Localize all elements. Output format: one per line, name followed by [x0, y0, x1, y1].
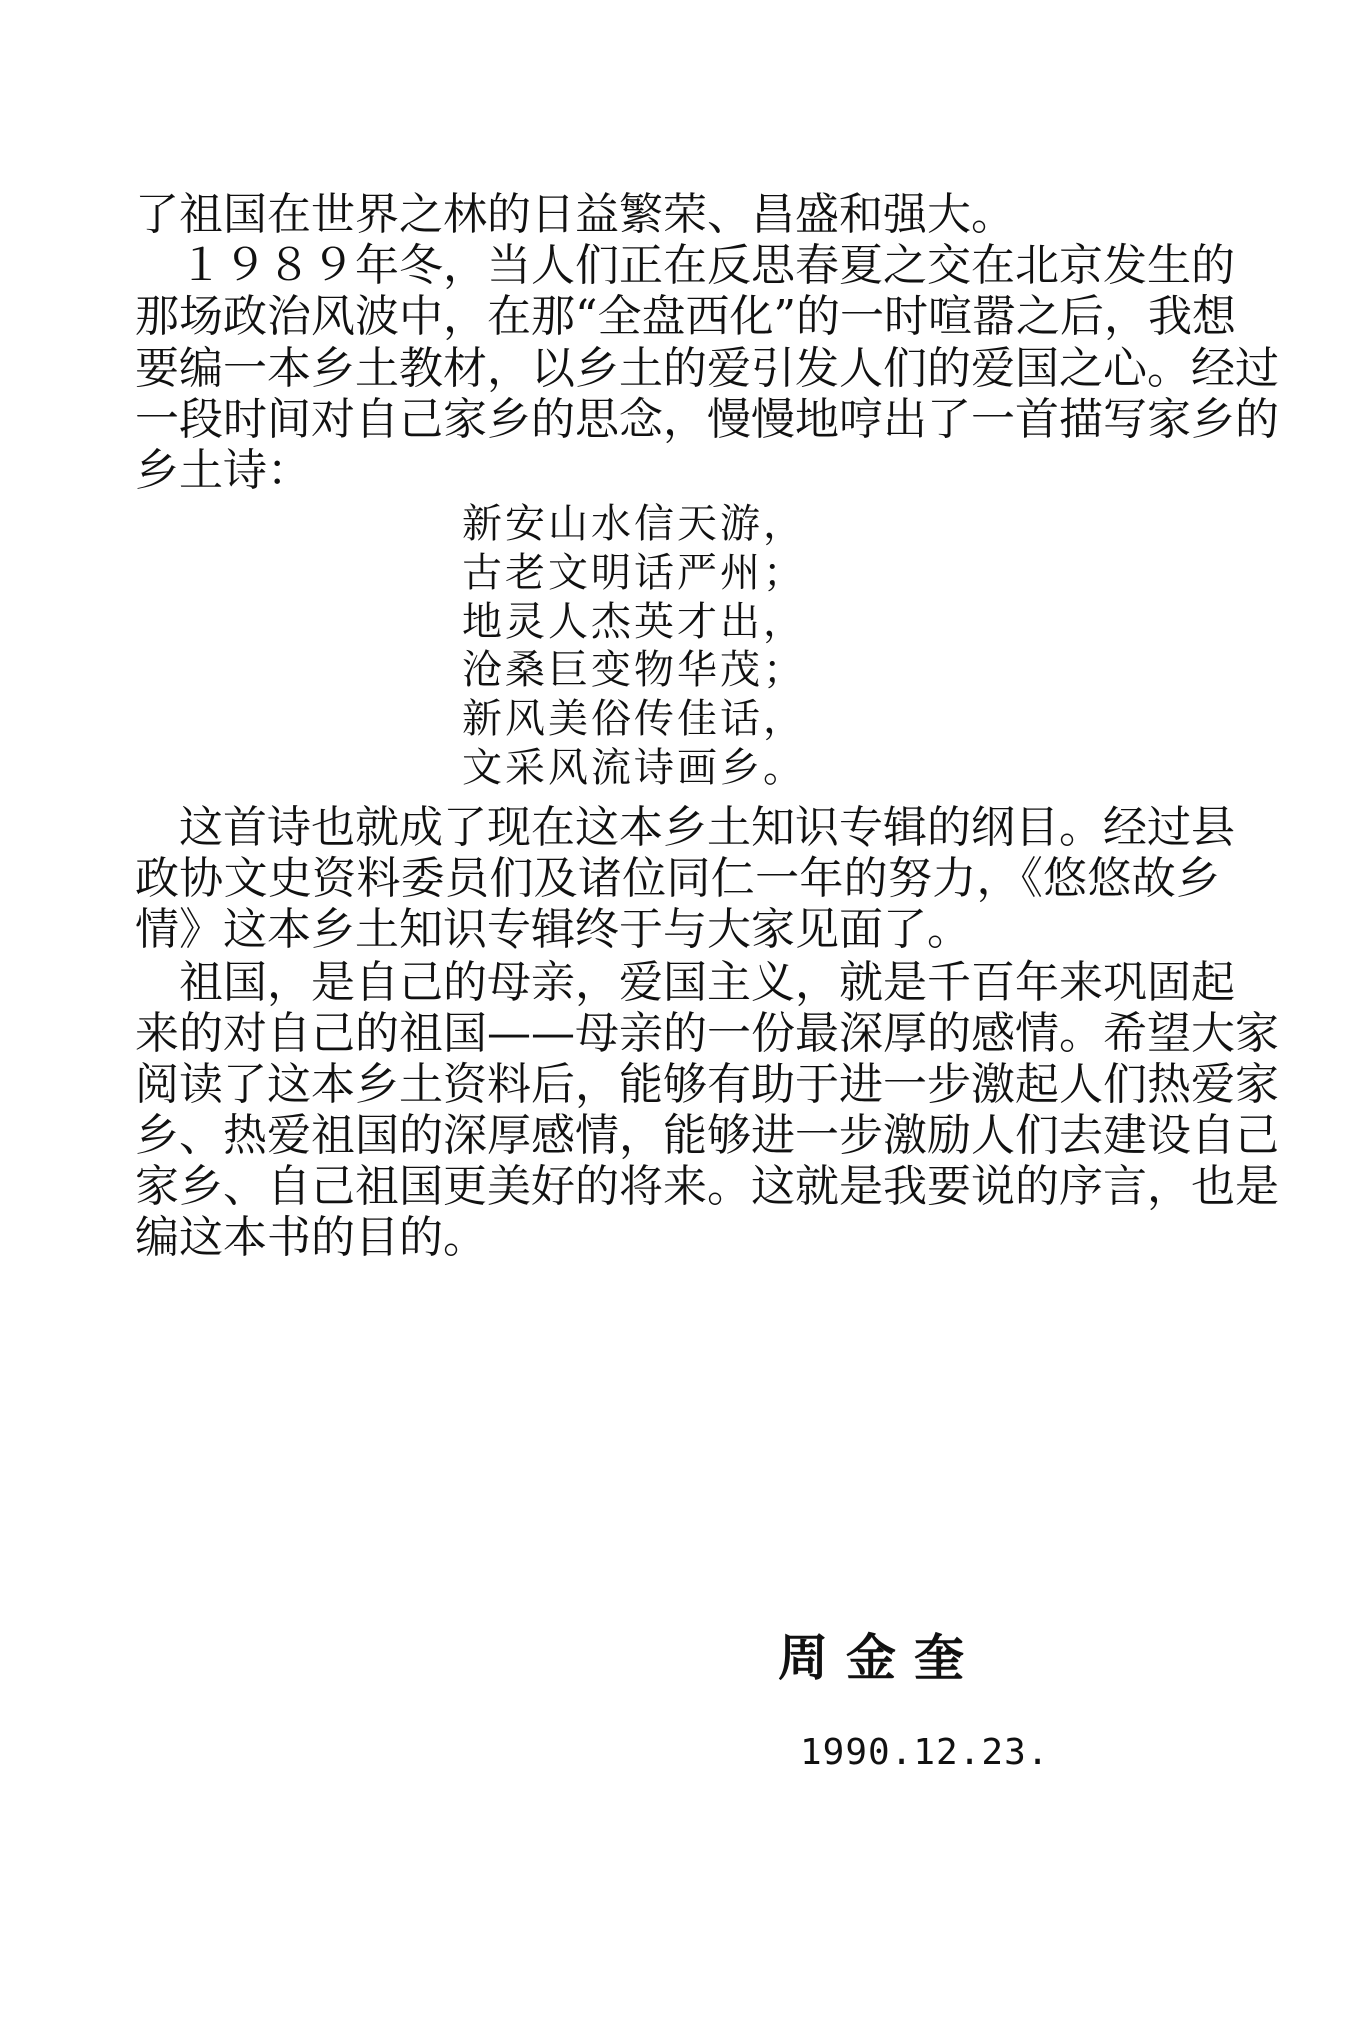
paragraph-line: 祖国，是自己的母亲，爱国主义，就是千百年来巩固起: [135, 957, 1235, 1008]
poem-line: 新安山水信天游，: [462, 501, 806, 547]
paragraph-line: 要编一本乡土教材，以乡土的爱引发人们的爱国之心。经过: [135, 343, 1279, 394]
paragraph-line: 乡土诗：: [135, 445, 311, 496]
paragraph-line: 那场政治风波中，在那“全盘西化”的一时喧嚣之后，我想: [135, 291, 1236, 342]
paragraph-line: １９８９年冬，当人们正在反思春夏之交在北京发生的: [135, 240, 1235, 291]
paragraph-line: 乡、热爱祖国的深厚感情，能够进一步激励人们去建设自己: [135, 1110, 1279, 1161]
paragraph-line: 家乡、自己祖国更美好的将来。这就是我要说的序言，也是: [135, 1161, 1279, 1212]
paragraph-line: 来的对自己的祖国——母亲的一份最深厚的感情。希望大家: [135, 1008, 1279, 1059]
paragraph-line: 政协文史资料委员们及诸位同仁一年的努力，《悠悠故乡: [135, 853, 1220, 904]
poem-line: 文采风流诗画乡。: [462, 745, 806, 791]
poem-line: 新风美俗传佳话，: [462, 696, 806, 742]
poem-line: 地灵人杰英才出，: [462, 599, 806, 645]
paragraph-line: 这首诗也就成了现在这本乡土知识专辑的纲目。经过县: [135, 802, 1235, 853]
signature-date: 1990.12.23.: [800, 1732, 1050, 1773]
paragraph-line: 编这本书的目的。: [135, 1212, 487, 1263]
paragraph-line: 了祖国在世界之林的日益繁荣、昌盛和强大。: [135, 189, 1015, 240]
paragraph-line: 阅读了这本乡土资料后，能够有助于进一步激起人们热爱家: [135, 1059, 1279, 1110]
paragraph-line: 一段时间对自己家乡的思念，慢慢地哼出了一首描写家乡的: [135, 394, 1279, 445]
author-signature: 周金奎: [778, 1629, 982, 1687]
poem-line: 沧桑巨变物华茂；: [462, 647, 806, 693]
poem-line: 古老文明话严州；: [462, 550, 806, 596]
paragraph-line: 情》这本乡土知识专辑终于与大家见面了。: [135, 904, 971, 955]
